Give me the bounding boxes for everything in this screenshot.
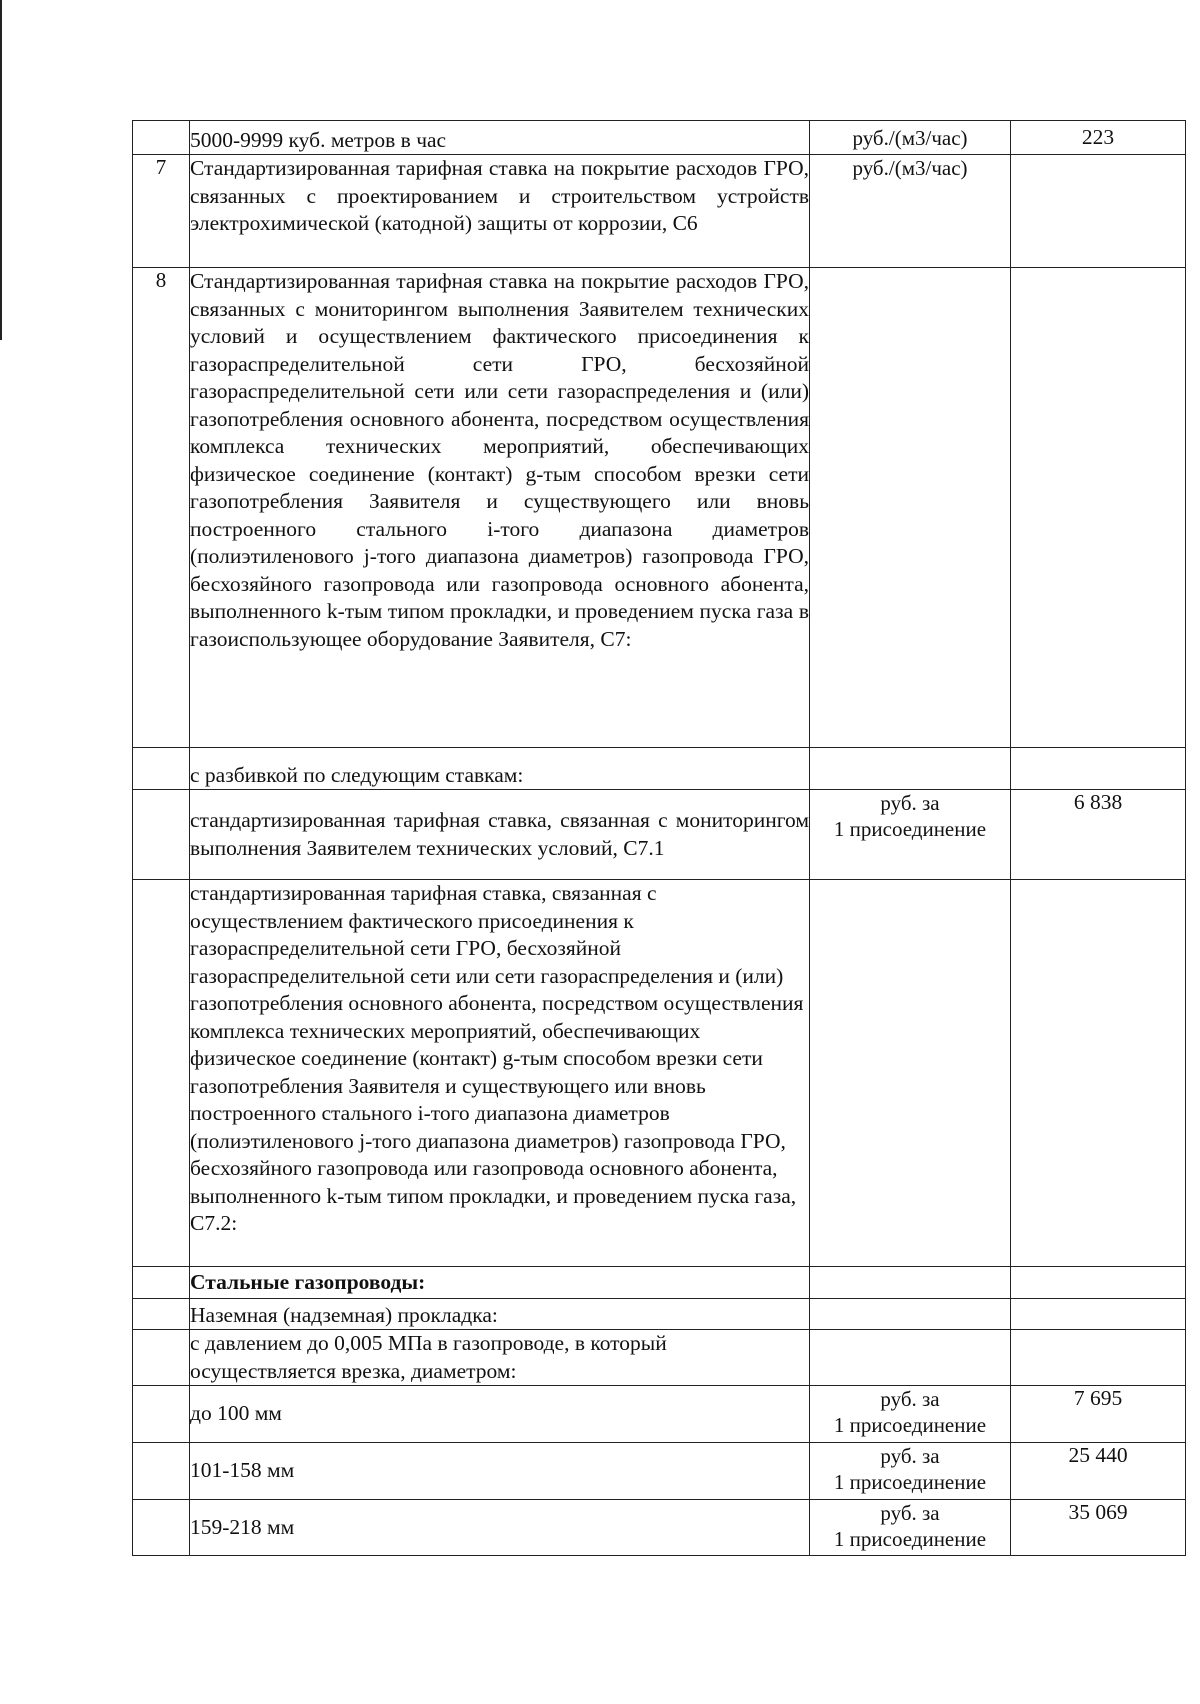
row-unit <box>810 1267 1011 1299</box>
row-number <box>133 880 190 1267</box>
row-value <box>1011 748 1186 790</box>
row-description: Стандартизированная тарифная ставка на покрытие расходов ГРО, связанных с мониторингом выполнения Заявителем технических условий и осуществлением фактического присоединения к газораспределительной сети ГРО, бесхозяйной газораспределительной сети или сети газораспределения и (или) газопотребления основного абонента, посредством осуществления комплекса технических мероприятий, обеспечивающих физическое соединение (контакт) g-тым способом врезки сети газопотребления Заявителя и существующего или вновь построенного стального i-того диапазона диаметров (полиэтиленового j-того диапазона диаметров) газопровода ГРО, бесхозяйного газопровода или газопровода основного абонента, выполненного k-тым типом прокладки, и проведением пуска газа в газоиспользующее оборудование Заявителя, С7: <box>190 268 810 748</box>
row-number <box>133 1267 190 1299</box>
table-row <box>133 1386 1186 1443</box>
row-description: с разбивкой по следующим ставкам: <box>190 748 810 790</box>
row-number <box>133 790 190 880</box>
table-row <box>133 790 1186 880</box>
unit-line-1: руб. за <box>880 1501 940 1525</box>
row-number <box>133 121 190 155</box>
unit-line-1: руб. за <box>880 1444 940 1468</box>
row-value: 6 838 <box>1011 790 1186 880</box>
row-unit <box>810 790 1011 880</box>
scan-edge-line <box>0 0 2 340</box>
row-description: с давлением до 0,005 МПа в газопроводе, в который осуществляется врезка, диаметром: <box>190 1330 810 1386</box>
row-description: Стандартизированная тарифная ставка на покрытие расходов ГРО, связанных с проектированием и строительством устройств электрохимической (катодной) защиты от коррозии, С6 <box>190 155 810 268</box>
row-number <box>133 1299 190 1330</box>
row-value <box>1011 880 1186 1267</box>
row-value <box>1011 1330 1186 1386</box>
table-row <box>133 1299 1186 1330</box>
table-row <box>133 880 1186 1267</box>
row-unit <box>810 1500 1011 1556</box>
table-row <box>133 155 1186 268</box>
row-description: стандартизированная тарифная ставка, связанная с мониторингом выполнения Заявителем технических условий, С7.1 <box>190 790 810 880</box>
row-unit <box>810 1443 1011 1500</box>
row-description: 101-158 мм <box>190 1443 810 1500</box>
row-number: 8 <box>133 268 190 748</box>
row-description: Стальные газопроводы: <box>190 1267 810 1299</box>
unit-line-2: 1 присоединение <box>833 1470 987 1494</box>
row-unit: руб./(м3/час) <box>810 155 1011 268</box>
row-number <box>133 1386 190 1443</box>
row-number <box>133 1443 190 1500</box>
row-unit <box>810 1386 1011 1443</box>
row-value: 223 <box>1011 121 1186 155</box>
row-number <box>133 748 190 790</box>
table-row <box>133 1500 1186 1556</box>
unit-line-1: руб. за <box>880 1387 940 1411</box>
unit-line-2: 1 присоединение <box>833 817 987 841</box>
row-unit: руб./(м3/час) <box>810 121 1011 155</box>
row-unit <box>810 268 1011 748</box>
table-row <box>133 748 1186 790</box>
row-unit <box>810 1299 1011 1330</box>
row-value: 7 695 <box>1011 1386 1186 1443</box>
row-value <box>1011 1267 1186 1299</box>
row-description: 159-218 мм <box>190 1500 810 1556</box>
row-number <box>133 1500 190 1556</box>
table-row <box>133 1267 1186 1299</box>
row-unit <box>810 880 1011 1267</box>
row-value <box>1011 268 1186 748</box>
table-row <box>133 268 1186 748</box>
row-value: 35 069 <box>1011 1500 1186 1556</box>
row-value <box>1011 1299 1186 1330</box>
row-description <box>190 121 810 155</box>
row-description: до 100 мм <box>190 1386 810 1443</box>
unit-line-2: 1 присоединение <box>833 1527 987 1551</box>
table-row <box>133 121 1186 155</box>
row-description: Наземная (надземная) прокладка: <box>190 1299 810 1330</box>
row-number <box>133 1330 190 1386</box>
table-row <box>133 1330 1186 1386</box>
row-value <box>1011 155 1186 268</box>
row-unit <box>810 1330 1011 1386</box>
unit-line-1: руб. за <box>880 791 940 815</box>
row-description-text: 5000-9999 куб. метров в час <box>190 127 447 152</box>
unit-line-2: 1 присоединение <box>833 1413 987 1437</box>
row-number: 7 <box>133 155 190 268</box>
table-row <box>133 1443 1186 1500</box>
row-description: стандартизированная тарифная ставка, связанная с осуществлением фактического присоединения к газораспределительной сети ГРО, бесхозяйной газораспределительной сети или сети газораспределения и (или) газопотребления основного абонента, посредством осуществления комплекса технических мероприятий, обеспечивающих физическое соединение (контакт) g-тым способом врезки сети газопотребления Заявителя и существующего или вновь построенного стального i-того диапазона диаметров (полиэтиленового j-того диапазона диаметров) газопровода ГРО, бесхозяйного газопровода или газопровода основного абонента, выполненного k-тым типом прокладки, и проведением пуска газа, С7.2: <box>190 880 810 1267</box>
tariff-table <box>132 120 1186 1556</box>
row-unit <box>810 748 1011 790</box>
row-value: 25 440 <box>1011 1443 1186 1500</box>
